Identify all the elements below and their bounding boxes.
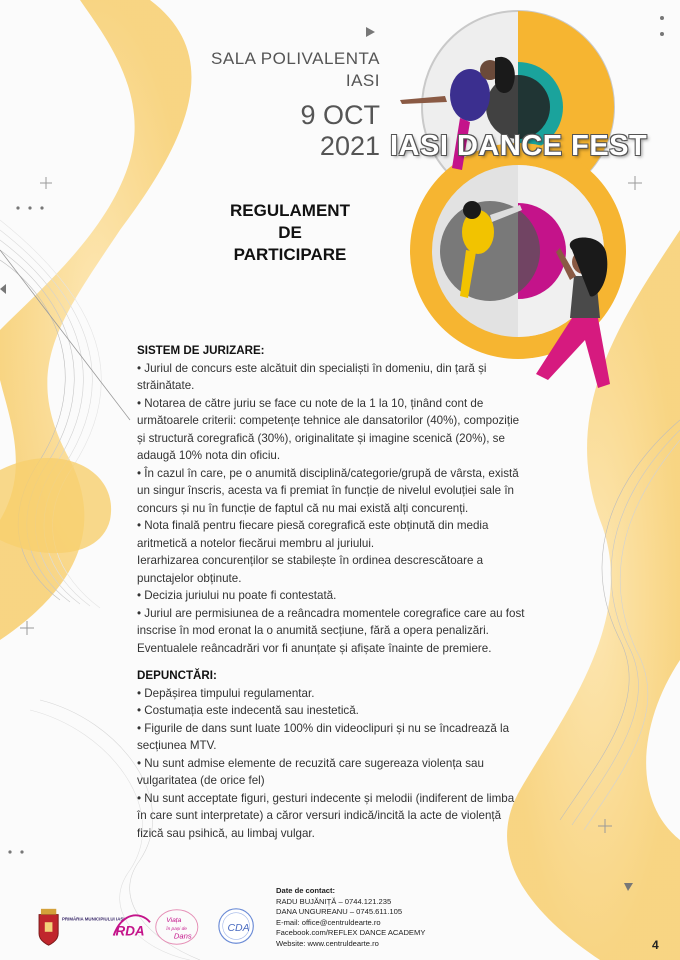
- judging-paragraph: • În cazul în care, pe o anumită disciplină/categorie/grupă de vârsta, există un singur înscris, acesta va fi premiat în funcție de nivelul evoluției sale în concurs și nu în funcție de faptul că nu mai există alți concurenți.: [137, 466, 519, 515]
- judging-paragraph: • Juriul de concurs este alcătuit din specialiști în domeniu, din țară și străinătate.: [137, 361, 487, 392]
- penalty-paragraph: • Nu sunt admise elemente de recuzită care sugereaza violența sau vulgaritatea (de orice fel): [137, 756, 484, 787]
- regulation-title-line: PARTICIPARE: [233, 245, 347, 264]
- contact-title: Date de contact:: [276, 886, 336, 895]
- penalty-paragraph: • Figurile de dans sunt luate 100% din videoclipuri și nu se încadrează la secțiunea MTV.: [137, 721, 510, 752]
- viata-text-line2: în pași de: [166, 926, 187, 932]
- cda-text: CDA: [227, 921, 250, 934]
- event-date-day: 9 OCT: [300, 100, 380, 130]
- judging-section-title: SISTEM DE JURIZARE:: [137, 344, 265, 357]
- regulation-content: [137, 342, 527, 842]
- contact-website: Website: www.centruldearte.ro: [276, 938, 379, 948]
- lower-left-yellow-blob: [0, 458, 111, 553]
- judging-paragraph: • Decizia juriului nu poate fi contestată.: [137, 589, 337, 602]
- event-date-year: 2021: [319, 131, 380, 161]
- venue-line-1: SALA POLIVALENTA: [211, 49, 380, 68]
- judging-paragraph: • Nota finală pentru fiecare piesă coregrafică este obținută din media aritmetică a notelor fiecărui membru al juriului.: [137, 519, 489, 550]
- judging-paragraph: Ierarhizarea concurenților se stabilește în ordinea descrescătoare a punctajelor obținute.: [137, 554, 484, 585]
- viata-text-line3: Dans: [173, 931, 192, 941]
- event-title: IASI DANCE FEST: [390, 130, 648, 162]
- regulation-title: [210, 200, 370, 266]
- primaria-logo: [39, 909, 124, 945]
- contact-info: [276, 886, 425, 950]
- contact-line: RADU BUJĂNIȚĂ – 0744.121.235: [276, 896, 392, 906]
- contact-line: DANA UNGUREANU – 0745.611.105: [276, 907, 403, 917]
- dance-artwork: [400, 11, 626, 388]
- viata-text-line1: Viața: [166, 917, 182, 925]
- regulation-title-line: REGULAMENT: [230, 201, 350, 220]
- penalty-paragraph: • Costumația este indecentă sau inestetică.: [137, 704, 359, 717]
- page-number: 4: [652, 938, 659, 952]
- rda-text: RDA: [115, 923, 145, 939]
- judging-paragraph: • Notarea de către juriu se face cu note de la 1 la 10, ținând cont de următoarele criterii: competențe tehnice ale dansatorilor (40%), compoziție și structură coregrafică (30%), originalitate și imagine scenică (20%), se adaugă 10% nota din oficiu.: [137, 396, 520, 462]
- cda-logo: [219, 909, 253, 943]
- contact-facebook: Facebook.com/REFLEX DANCE ACADEMY: [276, 928, 426, 938]
- viata-logo: [156, 910, 198, 944]
- sponsor-logos: [30, 905, 270, 949]
- contact-email: E-mail: office@centruldearte.ro: [276, 917, 381, 927]
- regulation-title-line: DE: [278, 223, 302, 242]
- judging-paragraph: • Juriul are permisiunea de a reâncadra momentele coregrafice care au fost inscrise în mod eronat la o anumită secțiune, fără a opera penalizări. Eventualele reâncadrări vor fi anunțate și afișate înainte de premiere.: [137, 606, 525, 655]
- penalties-section-title: DEPUNCTĂRI:: [137, 669, 217, 682]
- venue-line-2: IASI: [345, 71, 380, 90]
- triangle-icon: [366, 27, 375, 37]
- primaria-text: PRIMĂRIA MUNICIPIULUI IAȘI: [62, 916, 125, 922]
- penalty-paragraph: • Depășirea timpului regulamentar.: [137, 686, 315, 700]
- penalty-paragraph: • Nu sunt acceptate figuri, gesturi indecente și melodii (indiferent de limba în care sunt interpretate) a căror versuri indică/incită la acte de violență fizică sau psihică, au limbaj vulgar.: [137, 791, 515, 840]
